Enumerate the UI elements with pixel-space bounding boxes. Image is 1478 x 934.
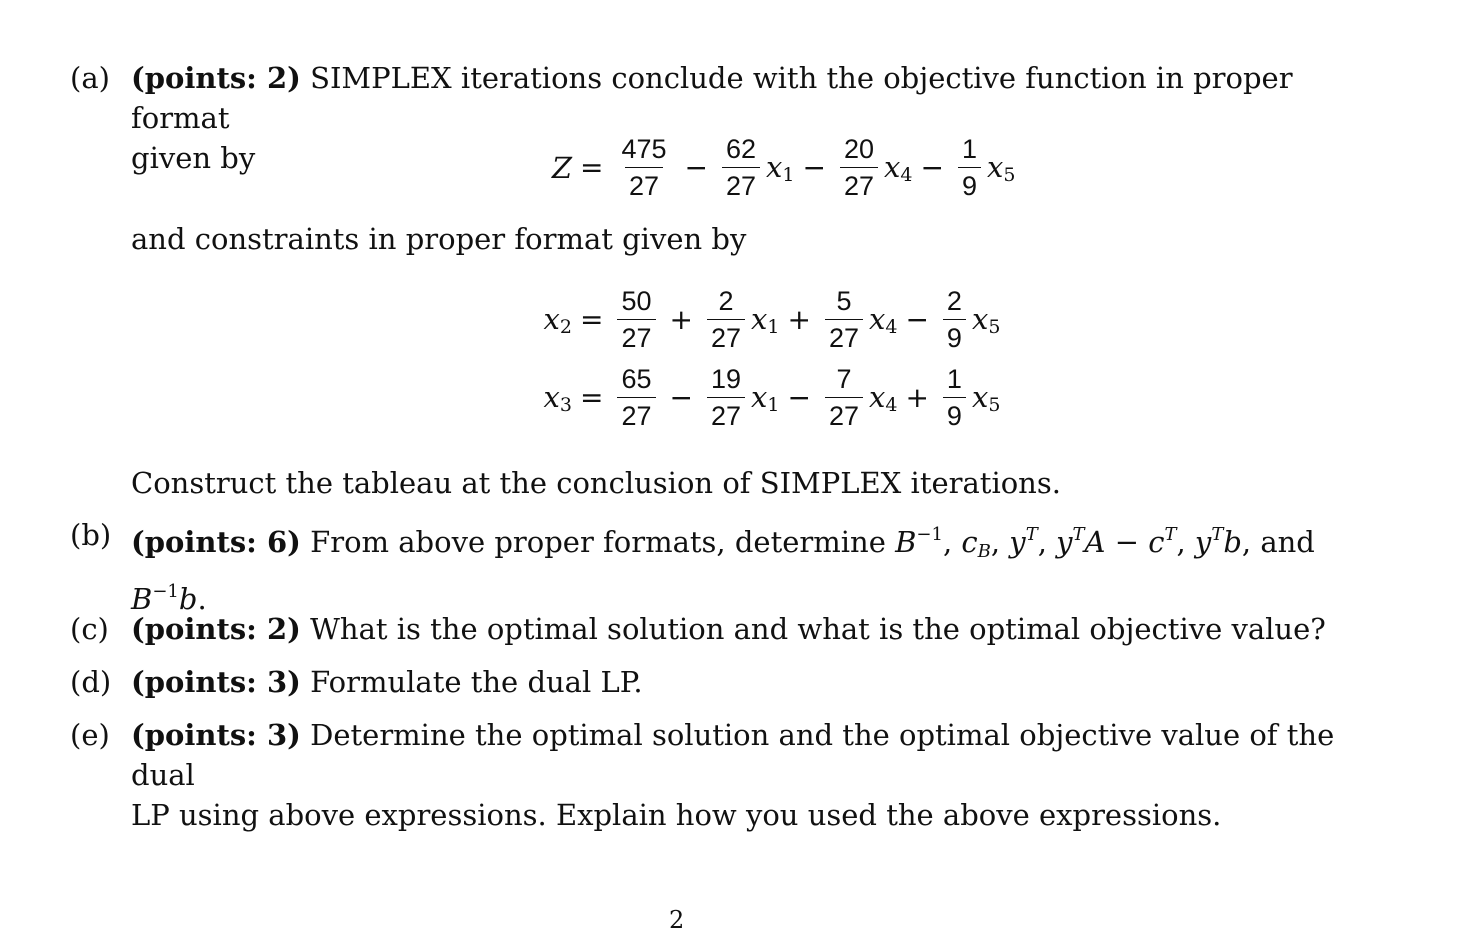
objective-var-x5: $x_5$ (986, 149, 1016, 186)
part-b-text: From above proper formats, determine (300, 525, 896, 559)
constraint-x2-var-x5: $x_5$ (971, 301, 1001, 338)
constraint-x2-equals: = (580, 303, 604, 336)
constraint-x3-coef-x4: $\frac{7}{27}$ (825, 364, 863, 431)
part-a-text-line-2: given by (131, 141, 256, 175)
part-a-points: (points: 2) (131, 61, 301, 95)
constraint-x3-equals: = (580, 381, 604, 414)
part-b (70, 515, 1390, 619)
constraint-x2-coef-x4: $\frac{5}{27}$ (825, 286, 863, 353)
part-e-text-line-1: Determine the optimal solution and the optimal objective value of the dual (131, 718, 1335, 792)
objective-op-3: − (920, 151, 944, 184)
part-c-points: (points: 2) (131, 612, 301, 646)
reduced-cost-expression: $y^TA - c^T$ (1056, 524, 1177, 559)
part-b-label: (b) (70, 518, 112, 552)
part-a-line-1 (131, 58, 1390, 138)
part-d-text: Formulate the dual LP. (300, 665, 643, 699)
part-e-line-1 (131, 715, 1390, 795)
constraint-x2-lhs: $x_2$ (543, 301, 572, 338)
objective-coef-x1: $\frac{62}{27}$ (722, 134, 760, 201)
part-d-points: (points: 3) (131, 665, 301, 699)
part-d (70, 662, 1390, 702)
part-b-body (131, 515, 1390, 619)
part-c (70, 609, 1390, 649)
objective-var-x4: $x_4$ (884, 149, 913, 186)
constraint-x2-op-1: + (669, 303, 693, 336)
constraint-x2-coef-x1: $\frac{2}{27}$ (707, 286, 745, 353)
b-inverse: $B^{-1}$ (895, 524, 943, 559)
constraint-x2-constant: $\frac{50}{27}$ (617, 286, 655, 353)
part-c-label: (c) (70, 612, 109, 646)
constraint-x2-var-x1: $x_1$ (751, 301, 780, 338)
constraint-x3-lhs: $x_3$ (543, 379, 572, 416)
constraint-x2-op-3: − (905, 303, 929, 336)
constraint-x3-op-3: + (905, 381, 929, 414)
constraint-x3-var-x5: $x_5$ (971, 379, 1001, 416)
c-b: $c_B$ (961, 525, 991, 562)
objective-op-1: − (684, 151, 708, 184)
part-b-points: (points: 6) (131, 525, 301, 559)
constraint-x3-var-x1: $x_1$ (751, 379, 780, 416)
part-a-closing: Construct the tableau at the conclusion of SIMPLEX iterations. (131, 466, 1061, 500)
objective-lhs: Z (551, 150, 572, 185)
constraints-intro: and constraints in proper format given by (131, 222, 747, 256)
objective-equals: = (580, 151, 604, 184)
constraint-x3-coef-x5: $\frac{1}{9}$ (943, 364, 966, 431)
part-b-line-2: $B^{-1}b$. (131, 581, 207, 616)
objective-var-x1: $x_1$ (766, 149, 795, 186)
part-e-points: (points: 3) (131, 718, 301, 752)
part-e-text-line-2: LP using above expressions. Explain how you used the above expressions. (131, 798, 1222, 832)
constraint-x2-coef-x5: $\frac{2}{9}$ (943, 286, 966, 353)
y-transpose-b: $y^Tb$ (1194, 524, 1242, 559)
part-e-label: (e) (70, 718, 110, 752)
part-d-body (131, 662, 1390, 702)
constraint-x3-coef-x1: $\frac{19}{27}$ (707, 364, 745, 431)
part-a-text-line-1: SIMPLEX iterations conclude with the objective function in proper format (131, 61, 1293, 135)
constraint-x3-var-x4: $x_4$ (869, 379, 898, 416)
constraint-x2-var-x4: $x_4$ (869, 301, 898, 338)
part-a-label: (a) (70, 61, 110, 95)
part-c-body (131, 609, 1390, 649)
y-transpose: $y^T$ (1009, 524, 1038, 559)
constraint-x3-op-2: − (787, 381, 811, 414)
page-number: 2 (669, 906, 685, 934)
part-c-text: What is the optimal solution and what is the optimal objective value? (300, 612, 1326, 646)
objective-op-2: − (802, 151, 826, 184)
objective-coef-x5: $\frac{1}{9}$ (958, 134, 981, 201)
constraint-x3-op-1: − (669, 381, 693, 414)
constraint-x3-constant: $\frac{65}{27}$ (617, 364, 655, 431)
part-e-body (131, 715, 1390, 835)
part-d-label: (d) (70, 665, 112, 699)
constraint-x2-op-2: + (787, 303, 811, 336)
part-b-line-1: (points: 6) From above proper formats, determine $B^{-1}$, $c_B$, $y^T$, $y^TA - c^T$, $y^Tb$, and (131, 524, 1315, 562)
objective-coef-x4: $\frac{20}{27}$ (840, 134, 878, 201)
b-inverse-b: $B^{-1}b$ (131, 581, 198, 616)
objective-constant: $\frac{475}{27}$ (621, 134, 667, 201)
part-e (70, 715, 1390, 835)
